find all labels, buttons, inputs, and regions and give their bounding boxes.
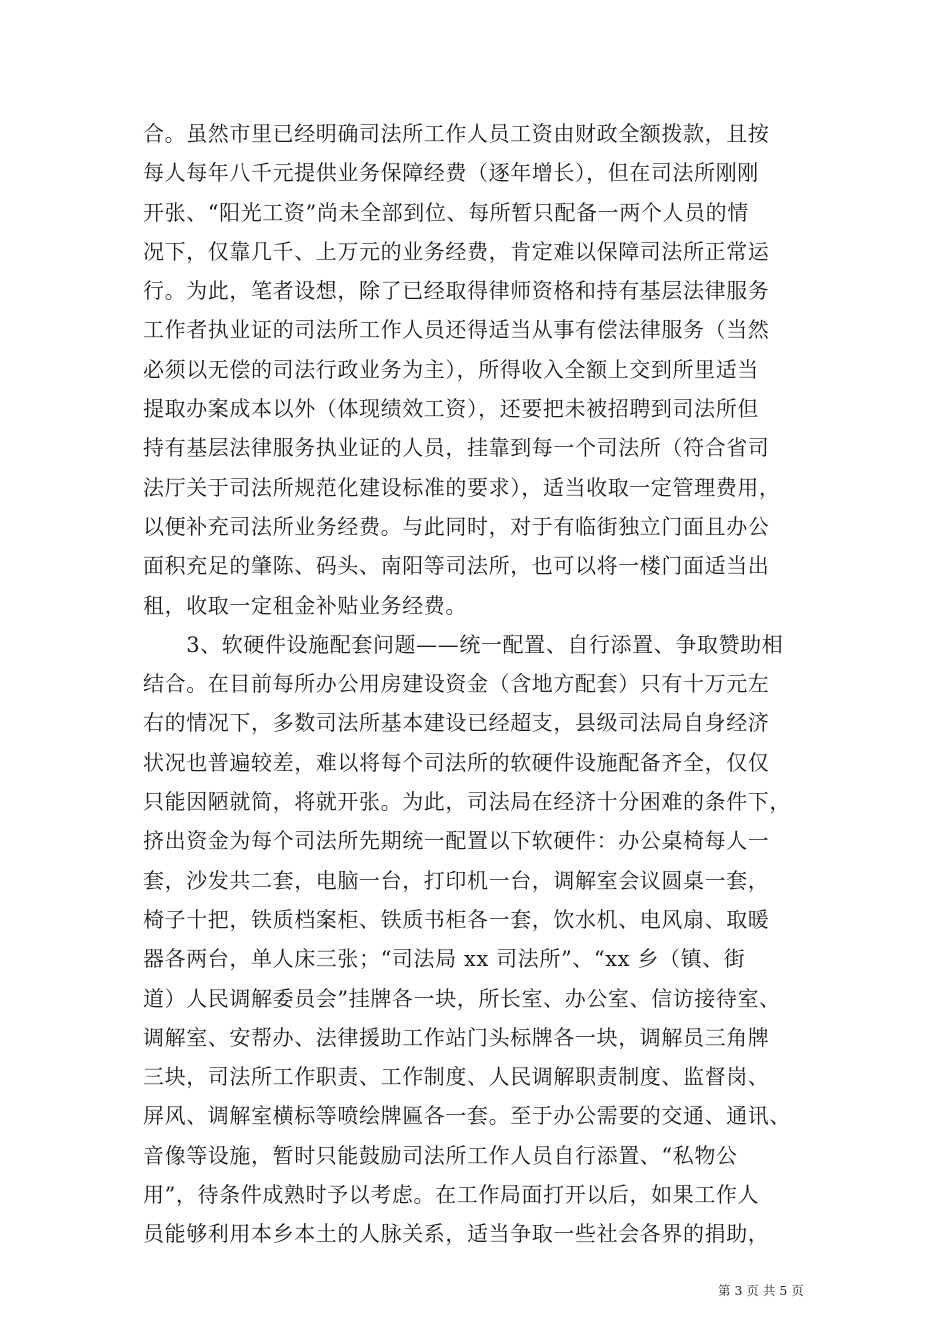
text-line: 椅子十把，铁质档案柜、铁质书柜各一套，饮水机、电风扇、取暖 [143, 907, 770, 932]
text-line: 员能够利用本乡本土的人脉关系，适当争取一些社会各界的捐助， [143, 1222, 770, 1247]
text-line: 屏风、调解室横标等喷绘牌匾各一套。至于办公需要的交通、通讯、 [143, 1104, 791, 1129]
text-line: 用”，待条件成熟时予以考虑。在工作局面打开以后，如果工作人 [143, 1183, 760, 1208]
text-line: 面积充足的肇陈、码头、南阳等司法所，也可以将一楼门面适当出 [143, 554, 770, 579]
text-line: 道）人民调解委员会”挂牌各一块，所长室、办公室、信访接待室、 [143, 986, 781, 1011]
text-line: 提取办案成本以外（体现绩效工资），还要把未被招聘到司法所但 [143, 397, 759, 422]
text-line: 合。虽然市里已经明确司法所工作人员工资由财政全额拨款，且按 [143, 122, 770, 146]
page-number: 第 3 页 共 5 页 [718, 1283, 804, 1298]
text-line: 调解室、安帮办、法律援助工作站门头标牌各一块，调解员三角牌 [143, 1025, 770, 1050]
text-line: 状况也普遍较差，难以将每个司法所的软硬件设施配备齐全，仅仅 [143, 750, 770, 775]
text-line: 只能因陋就简，将就开张。为此，司法局在经济十分困难的条件下， [143, 790, 791, 815]
body-text [143, 115, 823, 1255]
text-line: 器各两台，单人床三张；“司法局 xx 司法所”、“xx 乡（镇、街 [143, 947, 746, 972]
text-line: 挤出资金为每个司法所先期统一配置以下软硬件：办公桌椅每人一 [143, 829, 770, 854]
text-line: 行。为此，笔者设想，除了已经取得律师资格和持有基层法律服务 [143, 279, 770, 304]
text-line: 工作者执业证的司法所工作人员还得适当从事有偿法律服务（当然 [143, 318, 770, 343]
text-line: 右的情况下，多数司法所基本建设已经超支，县级司法局自身经济 [143, 711, 770, 736]
text-line: 套，沙发共二套，电脑一台，打印机一台，调解室会议圆桌一套， [143, 868, 770, 893]
text-line: 必须以无偿的司法行政业务为主），所得收入全额上交到所里适当 [143, 357, 759, 382]
text-line: 音像等设施，暂时只能鼓励司法所工作人员自行添置、“私物公 [143, 1143, 738, 1168]
text-line: 开张、“阳光工资”尚未全部到位、每所暂只配备一两个人员的情 [143, 200, 749, 225]
text-line: 结合。在目前每所办公用房建设资金（含地方配套）只有十万元左 [143, 672, 770, 697]
text-line: 租，收取一定租金补贴业务经费。 [143, 593, 467, 618]
text-line: 每人每年八千元提供业务保障经费（逐年增长），但在司法所刚刚 [143, 161, 759, 186]
text-line: 持有基层法律服务执业证的人员，挂靠到每一个司法所（符合省司 [143, 436, 770, 461]
text-line: 三块，司法所工作职责、工作制度、人民调解职责制度、监督岗、 [143, 1065, 770, 1090]
text-line: 法厅关于司法所规范化建设标准的要求），适当收取一定管理费用， [143, 475, 781, 500]
text-line: 以便补充司法所业务经费。与此同时，对于有临街独立门面且办公 [143, 514, 770, 539]
text-line: 3、软硬件设施配套问题——统一配置、自行添置、争取赞助相 [143, 632, 784, 657]
text-line: 况下，仅靠几千、上万元的业务经费，肯定难以保障司法所正常运 [143, 239, 770, 264]
